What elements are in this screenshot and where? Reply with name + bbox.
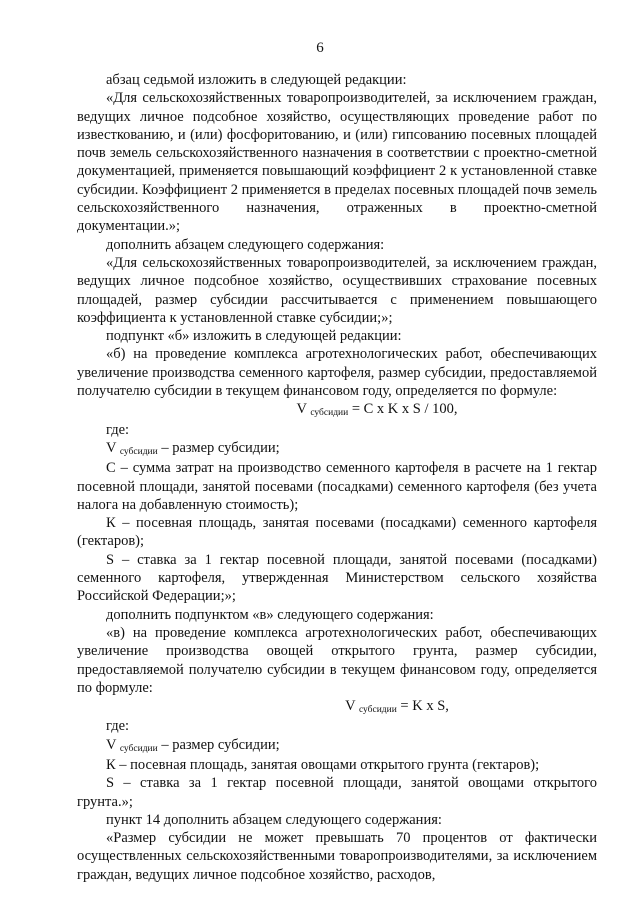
formula-expression: = K x S, bbox=[396, 698, 449, 715]
formula-subscript: субсидии bbox=[358, 705, 397, 716]
paragraph: «Для сельскохозяйственных товаропроизводителей, за исключением граждан, ведущих личное подсобное хозяйство, осуществляющих проведение работ по известкованию, и (или) фосфоритованию, и (или) гипсованию посевных площадей почв земель сельскохозяйственного назначения в соответствии с проектно-сметной документацией, применяется повышающий коэффициент 2 к установленной ставке субсидии. Коэффициент 2 применяется в пределах посевных площадей почв земель сельскохозяйственного назначения, отраженных в проектно-сметной документации.»; bbox=[77, 90, 597, 235]
paragraph: С – сумма затрат на производство семенного картофеля в расчете на 1 гектар посевной площади, занятой посевами (посадками) семенного картофеля (без учета налога на добавленную стоимость); bbox=[77, 460, 597, 513]
paragraph: S – ставка за 1 гектар посевной площади, занятой посевами (посадками) семенного картофеля, утвержденная Министерством сельского хозяйства Российской Федерации;»; bbox=[77, 551, 597, 605]
paragraph: пункт 14 дополнить абзацем следующего содержания: bbox=[106, 811, 442, 828]
paragraph: S – ставка за 1 гектар посевной площади, занятой овощами открытого грунта.»; bbox=[77, 775, 597, 810]
paragraph: абзац седьмой изложить в следующей редакции: bbox=[106, 72, 407, 88]
paragraph: подпункт «б» изложить в следующей редакции: bbox=[106, 328, 402, 345]
definition-v-symbol: V bbox=[106, 736, 117, 753]
formula-subscript: субсидии bbox=[310, 408, 349, 419]
formula-vegetables bbox=[77, 697, 597, 717]
page-number: 6 bbox=[316, 40, 324, 56]
paragraph: где: bbox=[106, 718, 130, 735]
definition-v-text: – размер субсидии; bbox=[157, 439, 280, 456]
definition-v-text: – размер субсидии; bbox=[157, 736, 280, 753]
definition-v-symbol: V bbox=[106, 439, 117, 456]
definition-v-subscript: субсидии bbox=[119, 743, 158, 754]
paragraph: «в) на проведение комплекса агротехнологических работ, обеспечивающих увеличение производства овощей открытого грунта, размер субсидии, предоставляемой получателю субсидии в текущем финансовом году, определяется по формуле: bbox=[77, 624, 597, 696]
paragraph: «Размер субсидии не может превышать 70 процентов от фактически осуществленных сельскохозяйственными товаропроизводителями, за исключением граждан, ведущих личное подсобное хозяйство, расходов, bbox=[77, 830, 597, 883]
paragraph: дополнить подпунктом «в» следующего содержания: bbox=[106, 606, 434, 623]
formula-expression: = C x K x S / 100, bbox=[348, 401, 458, 418]
formula-v: V bbox=[345, 698, 356, 715]
paragraph: где: bbox=[106, 421, 130, 438]
paragraph: дополнить абзацем следующего содержания: bbox=[106, 236, 385, 253]
paragraph: «б) на проведение комплекса агротехнологических работ, обеспечивающих увеличение производства семенного картофеля, размер субсидии, предоставляемой получателю субсидии в текущем финансовом году, определяется по формуле: bbox=[77, 346, 597, 400]
paragraph: К – посевная площадь, занятая посевами (посадками) семенного картофеля (гектаров); bbox=[77, 515, 597, 550]
formula-v: V bbox=[296, 401, 307, 418]
definition-v bbox=[77, 439, 597, 459]
document-body bbox=[77, 71, 597, 884]
paragraph: К – посевная площадь, занятая овощами открытого грунта (гектаров); bbox=[106, 756, 540, 773]
definition-v bbox=[77, 736, 597, 756]
formula-potato bbox=[77, 400, 597, 420]
definition-v-subscript: субсидии bbox=[119, 446, 158, 457]
paragraph: «Для сельскохозяйственных товаропроизводителей, за исключением граждан, ведущих личное подсобное хозяйство, осуществивших страхование посевных площадей, размер субсидии рассчитывается с применением повышающего коэффициента к установленной ставке субсидии;»; bbox=[77, 254, 597, 326]
